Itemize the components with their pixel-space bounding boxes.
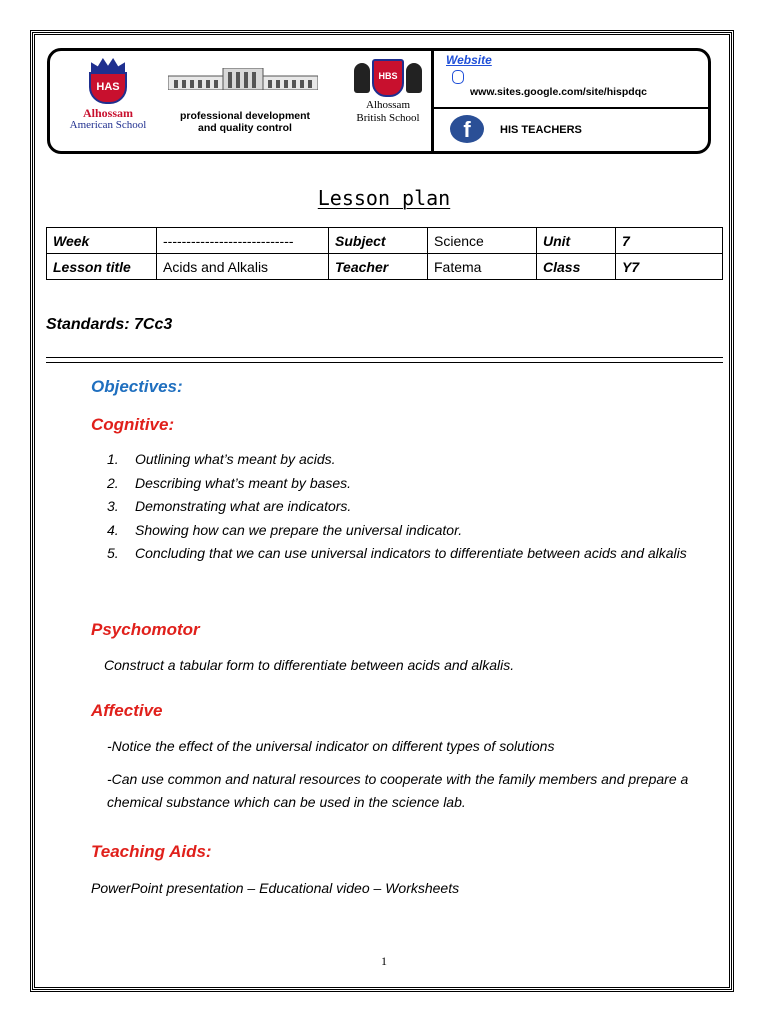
facebook-page-link[interactable]: HIS TEACHERS xyxy=(500,124,582,136)
cognitive-list xyxy=(107,448,732,566)
divider-line xyxy=(46,357,723,358)
hbs-shield: HBS xyxy=(372,59,404,97)
building-icon xyxy=(168,68,318,90)
table-row xyxy=(47,254,723,280)
affective-text-2: -Can use common and natural resources to cooperate with the family members and prepare a chemical substance which can be used in the science lab. xyxy=(107,771,689,810)
lesson-title-label: Lesson title xyxy=(47,254,157,280)
lesson-info-table xyxy=(46,227,723,280)
page-number: 1 xyxy=(381,954,387,968)
website-url-link[interactable]: www.sites.google.com/site/hispdqc xyxy=(470,86,647,98)
british-school-logo xyxy=(346,58,430,124)
unit-label: Unit xyxy=(537,228,616,254)
list-item: 1. Outlining what’s meant by acids. xyxy=(107,451,336,467)
facebook-icon[interactable]: f xyxy=(450,115,484,143)
teaching-aids-heading: Teaching Aids: xyxy=(91,842,212,861)
psychomotor-text: Construct a tabular form to differentiate between acids and alkalis. xyxy=(104,657,515,673)
lion-icon xyxy=(354,63,370,93)
teacher-label: Teacher xyxy=(329,254,428,280)
teaching-aids-text: PowerPoint presentation – Educational video – Worksheets xyxy=(91,880,460,896)
objectives-heading: Objectives: xyxy=(91,377,183,396)
cognitive-heading: Cognitive: xyxy=(91,415,175,434)
class-label: Class xyxy=(537,254,616,280)
affective-heading: Affective xyxy=(91,701,163,720)
divider-line xyxy=(46,362,723,363)
american-school-name: Alhossam xyxy=(82,106,133,120)
american-school-logo xyxy=(62,58,154,131)
week-label: Week xyxy=(47,228,157,254)
header-divider xyxy=(431,48,434,154)
list-item: 2. Describing what’s meant by bases. xyxy=(107,474,352,491)
crown-icon xyxy=(91,58,125,72)
lion-icon xyxy=(406,63,422,93)
website-label: Website xyxy=(446,53,492,67)
subject-label: Subject xyxy=(329,228,428,254)
american-school-subtitle: American School xyxy=(69,119,147,131)
british-school-subtitle: British School xyxy=(356,112,420,124)
psychomotor-heading: Psychomotor xyxy=(91,620,200,639)
list-item: 4. Showing how can we prepare the universal indicator. xyxy=(107,521,463,538)
british-school-name: Alhossam xyxy=(366,99,410,111)
table-row xyxy=(47,228,723,254)
affective-text-1: -Notice the effect of the universal indicator on different types of solutions xyxy=(107,738,555,754)
professional-development-text: professional development and quality control xyxy=(179,110,311,134)
teacher-value: Fatema xyxy=(428,254,537,280)
lesson-title-value: Acids and Alkalis xyxy=(157,254,329,280)
mouse-icon xyxy=(452,70,464,84)
has-badge: HAS xyxy=(89,72,127,104)
subject-value: Science xyxy=(428,228,537,254)
list-item: 3. Demonstrating what are indicators. xyxy=(107,498,352,514)
page-title: Lesson plan xyxy=(317,186,451,210)
list-item: 5. Concluding that we can use universal indicators to differentiate between acids and alkalis xyxy=(107,545,687,561)
unit-value: 7 xyxy=(616,228,723,254)
class-value: Y7 xyxy=(616,254,723,280)
week-value: ---------------------------- xyxy=(157,228,329,254)
header-divider-horizontal xyxy=(434,107,709,109)
standards-text: Standards: 7Cc3 xyxy=(46,316,173,333)
